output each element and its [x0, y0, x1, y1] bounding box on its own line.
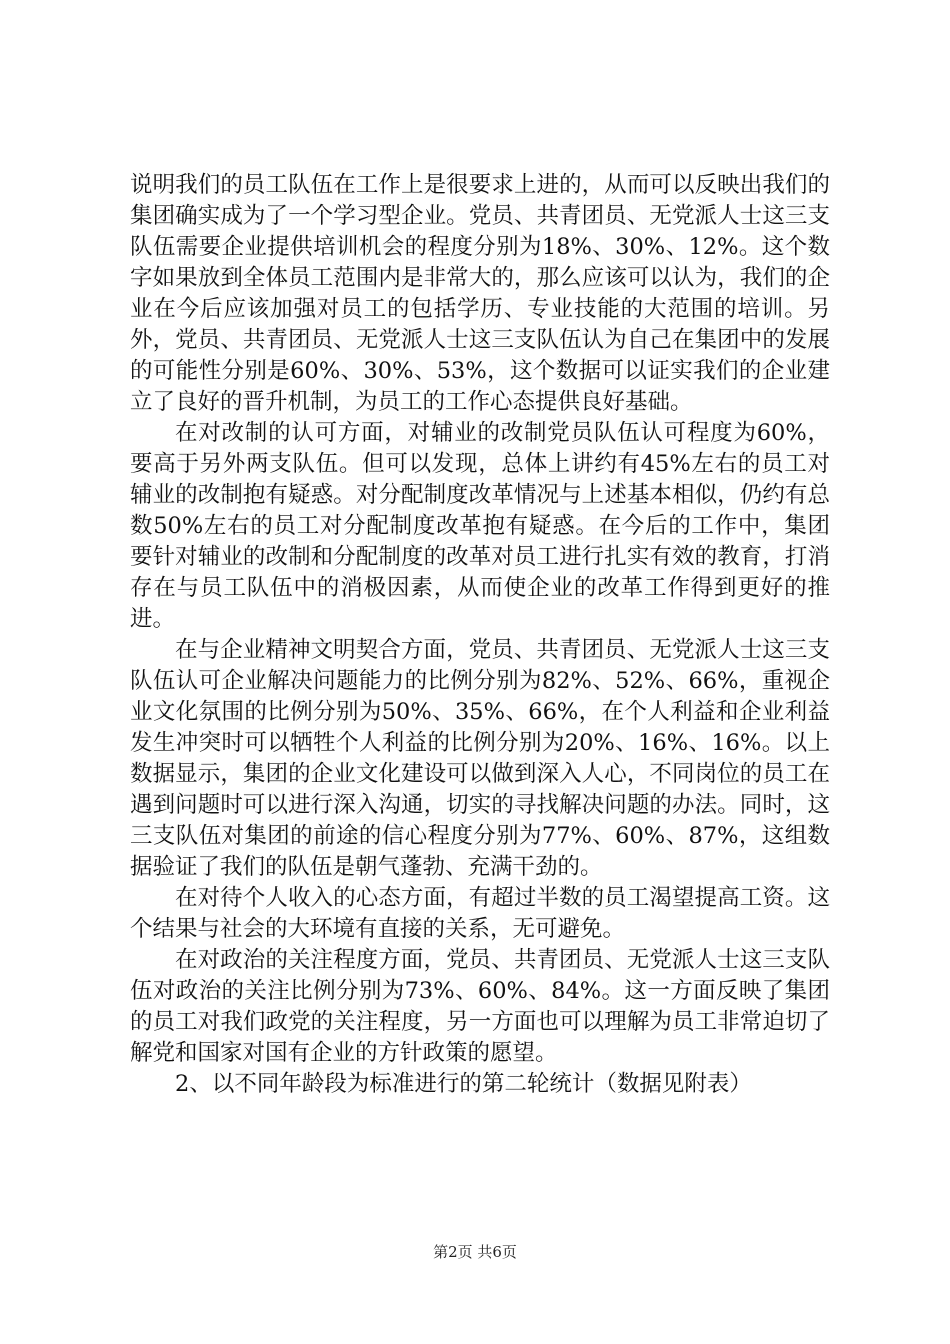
section-heading-second-round: 2、以不同年龄段为标准进行的第二轮统计（数据见附表）: [175, 1071, 752, 1097]
paragraph-continuation: 说明我们的员工队伍在工作上是很要求上进的，从而可以反映出我们的集团确实成为了一个学习型企业。党员、共青团员、无党派人士这三支队伍需要企业提供培训机会的程度分别为18%、30%、12%。这个数字如果放到全体员工范围内是非常大的，那么应该可以认为，我们的企业在今后应该加强对员工的包括学历、专业技能的大范围的培训。另外，党员、共青团员、无党派人士这三支队伍认为自己在集团中的发展的可能性分别是60%、30%、53%，这个数据可以证实我们的企业建立了良好的晋升机制，为员工的工作心态提供良好基础。: [130, 172, 830, 415]
paragraph-reform-approval: 在对改制的认可方面，对辅业的改制党员队伍认可程度为60%，要高于另外两支队伍。但可以发现，总体上讲约有45%左右的员工对辅业的改制抱有疑惑。对分配制度改革情况与上述基本相似，仍约有总数50%左右的员工对分配制度改革抱有疑惑。在今后的工作中，集团要针对辅业的改制和分配制度的改革对员工进行扎实有效的教育，打消存在与员工队伍中的消极因素，从而使企业的改革工作得到更好的推进。: [130, 420, 830, 632]
page-number-footer: 第2页 共6页: [433, 1243, 517, 1261]
paragraph-corporate-culture: 在与企业精神文明契合方面，党员、共青团员、无党派人士这三支队伍认可企业解决问题能力的比例分别为82%、52%、66%，重视企业文化氛围的比例分别为50%、35%、66%，在个人利益和企业利益发生冲突时可以牺牲个人利益的比例分别为20%、16%、16%。以上数据显示，集团的企业文化建设可以做到深入人心，不同岗位的员工在遇到问题时可以进行深入沟通，切实的寻找解决问题的办法。同时，这三支队伍对集团的前途的信心程度分别为77%、60%、87%，这组数据验证了我们的队伍是朝气蓬勃、充满干劲的。: [130, 637, 830, 880]
document-body: [130, 170, 830, 1100]
paragraph-income-attitude: 在对待个人收入的心态方面，有超过半数的员工渴望提高工资。这个结果与社会的大环境有直接的关系，无可避免。: [130, 885, 830, 942]
paragraph-political-attention: 在对政治的关注程度方面，党员、共青团员、无党派人士这三支队伍对政治的关注比例分别为73%、60%、84%。这一方面反映了集团的员工对我们政党的关注程度，另一方面也可以理解为员工非常迫切了解党和国家对国有企业的方针政策的愿望。: [130, 947, 830, 1066]
